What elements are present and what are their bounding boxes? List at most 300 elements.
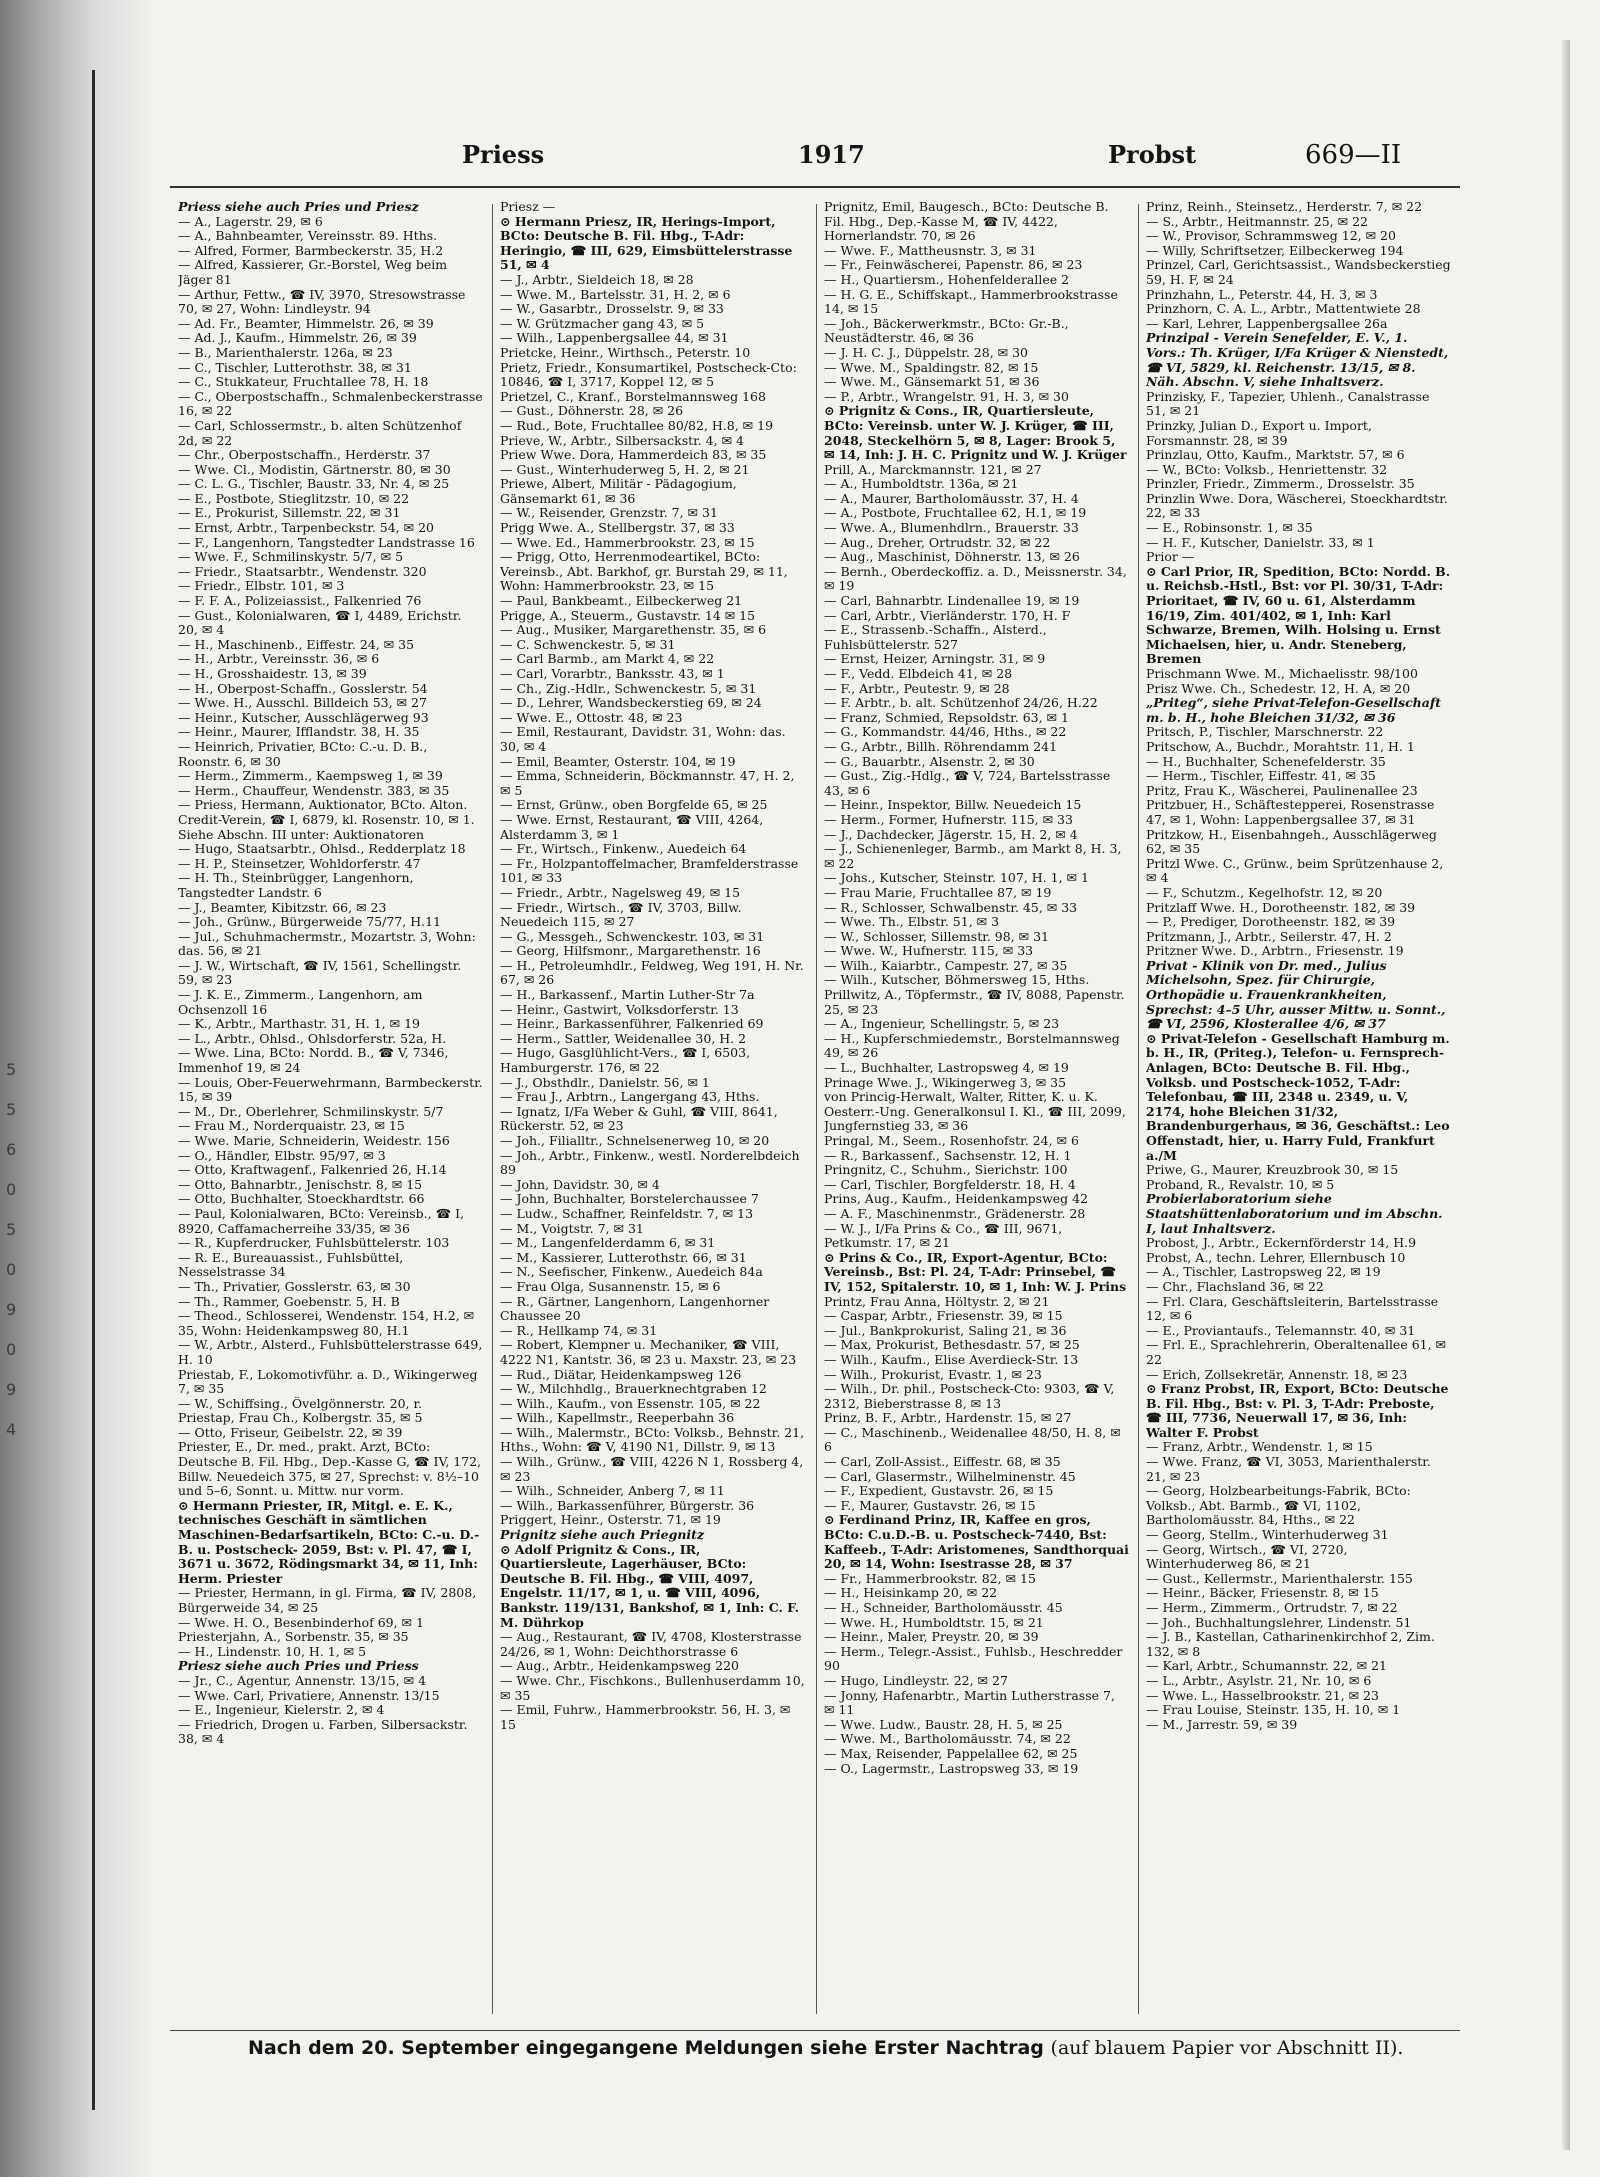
directory-entry: — Franz, Arbtr., Wendenstr. 1, ✉ 15	[1146, 1439, 1373, 1455]
directory-entry: — Jonny, Hafenarbtr., Martin Lutherstrasse 7, ✉ 11	[824, 1687, 1115, 1718]
directory-entry: — Fr., Wirtsch., Finkenw., Auedeich 64	[500, 841, 747, 857]
directory-entry: — Friedr., Elbstr. 101, ✉ 3	[178, 578, 345, 594]
directory-entry: — Ernst, Grünw., oben Borgfelde 65, ✉ 25	[500, 797, 768, 813]
directory-entry: — Heinr., Maurer, Ifflandstr. 38, H. 35	[178, 724, 420, 740]
margin-mark: 9	[6, 1300, 17, 1319]
directory-entry: — Carl, Schlossermstr., b. alten Schützenhof 2d, ✉ 22	[178, 417, 462, 448]
directory-entry: — S., Arbtr., Heitmannstr. 25, ✉ 22	[1146, 213, 1368, 229]
directory-entry: — Herm., Tischler, Eiffestr. 41, ✉ 35	[1146, 768, 1376, 784]
directory-entry: — Gust., Winterhuderweg 5, H. 2, ✉ 21	[500, 461, 750, 477]
directory-entry: — F., Schutzm., Kegelhofstr. 12, ✉ 20	[1146, 884, 1383, 900]
directory-entry: — Joh., Arbtr., Finkenw., westl. Norderelbdeich 89	[500, 1147, 800, 1178]
directory-entry: — H. Th., Steinbrügger, Langenhorn, Tangstedter Landstr. 6	[178, 870, 414, 900]
directory-entry: — Ludw., Schaffner, Reinfeldstr. 7, ✉ 13	[500, 1205, 754, 1221]
directory-entry: — Prigg, Otto, Herrenmodeartikel, BCto: Vereinsb., Abt. Barkhof, gr. Burstah 29, ✉ 11, Wohn: Hammerbrookstr. 23, ✉ 15	[500, 549, 788, 594]
directory-entry: Prinzhorn, C. A. L., Arbtr., Mattentwiete 28	[1146, 301, 1421, 317]
directory-entry: Prignitz siehe auch Priegnitz	[500, 1527, 705, 1543]
directory-entry: — H., Quartiersm., Hohenfelderallee 2	[824, 271, 1070, 287]
directory-entry: — Joh., Bäckerwerkmstr., BCto: Gr.-B., Neustädterstr. 46, ✉ 36	[824, 315, 1069, 346]
directory-entry: — Ernst, Arbtr., Tarpenbeckstr. 54, ✉ 20	[178, 520, 434, 536]
directory-entry: — Otto, Friseur, Geibelstr. 22, ✉ 39	[178, 1424, 403, 1440]
directory-entry: — C. Schwenckestr. 5, ✉ 31	[500, 636, 676, 652]
directory-entry: — W. Grützmacher gang 43, ✉ 5	[500, 315, 705, 331]
column-3	[824, 200, 1129, 2020]
directory-entry: — J. K. E., Zimmerm., Langenhorn, am Ochsenzoll 16	[178, 987, 423, 1017]
running-head	[170, 140, 1470, 184]
directory-entry: — W., Schiffsing., Övelgönnerstr. 20, r.	[178, 1395, 423, 1411]
page-number: 669—II	[1305, 140, 1402, 170]
directory-entry: — Jul., Bankprokurist, Saling 21, ✉ 36	[824, 1322, 1067, 1338]
directory-entry: „Priteg“, siehe Privat-Telefon-Gesellschaft m. b. H., hohe Bleichen 31/32, ✉ 36	[1146, 695, 1442, 725]
directory-entry: Prinzel, Carl, Gerichtsassist., Wandsbeckerstieg 59, H. F, ✉ 24	[1146, 257, 1451, 287]
directory-entry: — Frl. Clara, Geschäftsleiterin, Bartelsstrasse 12, ✉ 6	[1146, 1293, 1439, 1324]
directory-entry: — Frl. E., Sprachlehrerin, Oberaltenallee 61, ✉ 22	[1146, 1337, 1447, 1367]
directory-entry: — Heinr., Kutscher, Ausschlägerweg 93	[178, 709, 429, 725]
directory-entry: — Wilh., Kaufm., von Essenstr. 105, ✉ 22	[500, 1395, 761, 1411]
directory-entry: Pritzkow, H., Eisenbahngeh., Ausschlägerweg 62, ✉ 35	[1146, 826, 1437, 857]
directory-entry: — E., Prokurist, Sillemstr. 22, ✉ 31	[178, 505, 401, 521]
directory-entry: — Wilh., Kaufm., Elise Averdieck-Str. 13	[824, 1351, 1079, 1367]
directory-entry: — John, Davidstr. 30, ✉ 4	[500, 1176, 660, 1192]
directory-entry: — Wwe. A., Blumenhdlrn., Brauerstr. 33	[824, 520, 1079, 536]
directory-entry: Prinzlin Wwe. Dora, Wäscherei, Stoeckhardtstr. 22, ✉ 33	[1146, 490, 1448, 521]
margin-mark: 0	[6, 1340, 17, 1359]
directory-entry: — Carl Barmb., am Markt 4, ✉ 22	[500, 651, 715, 667]
directory-entry: Printz, Frau Anna, Höltystr. 2, ✉ 21	[824, 1293, 1050, 1309]
directory-entry: Pringnitz, C., Schuhm., Sierichstr. 100	[824, 1162, 1068, 1178]
directory-entry: — C., Oberpostschaffn., Schmalenbeckerstrasse 16, ✉ 22	[178, 388, 483, 419]
directory-entry: — Frau Louise, Steinstr. 135, H. 10, ✉ 1	[1146, 1702, 1401, 1718]
directory-entry: Prischmann Wwe. M., Michaelisstr. 98/100	[1146, 666, 1418, 681]
directory-entry: — Wwe. M., Bartelsstr. 31, H. 2, ✉ 6	[500, 286, 731, 302]
directory-entry: — C., Maschinenb., Weidenallee 48/50, H. 8, ✉ 6	[824, 1424, 1121, 1455]
directory-entry: — Fr., Feinwäscherei, Papenstr. 86, ✉ 23	[824, 257, 1083, 273]
directory-entry: — L., Arbtr., Asylstr. 21, Nr. 10, ✉ 6	[1146, 1672, 1372, 1688]
directory-entry: — E., Proviantaufs., Telemannstr. 40, ✉ 31	[1146, 1322, 1416, 1338]
directory-entry: — Karl, Lehrer, Lappenbergsallee 26a	[1146, 315, 1388, 331]
directory-entry: — R., Schlosser, Schwalbenstr. 45, ✉ 33	[824, 899, 1078, 915]
directory-entry: — Wwe. F., Schmilinskystr. 5/7, ✉ 5	[178, 549, 404, 565]
directory-entry: — F. F. A., Polizeiassist., Falkenried 76	[178, 593, 422, 609]
directory-entry: — Paul, Bankbeamt., Eilbeckerweg 21	[500, 593, 743, 609]
directory-entry: Priew Wwe. Dora, Hammerdeich 83, ✉ 35	[500, 447, 767, 463]
directory-entry: — C., Stukkateur, Fruchtallee 78, H. 18	[178, 374, 429, 390]
directory-entry: Prisz Wwe. Ch., Schedestr. 12, H. A, ✉ 20	[1146, 680, 1411, 696]
column-1	[178, 200, 483, 2020]
directory-entry: — G., Kommandstr. 44/46, Hths., ✉ 22	[824, 724, 1067, 740]
directory-entry: — J., Obsthdlr., Danielstr. 56, ✉ 1	[500, 1074, 710, 1090]
directory-entry: Pritschow, A., Buchdr., Morahtstr. 11, H. 1	[1146, 738, 1415, 754]
footer-notice-note: (auf blauem Papier vor Abschnitt II).	[1050, 2037, 1404, 2059]
running-head-left-word: Priess	[462, 140, 545, 169]
directory-entry: — Ignatz, I/Fa Weber & Guhl, ☎ VIII, 8641, Rückerstr. 52, ✉ 23	[500, 1103, 778, 1134]
binding-shadow	[0, 0, 150, 2177]
directory-entry: — Wwe. Carl, Privatiere, Annenstr. 13/15	[178, 1687, 440, 1703]
directory-entry: — Hugo, Staatsarbtr., Ohlsd., Redderplatz 18	[178, 841, 466, 857]
directory-entry: — H., Petroleumhdlr., Feldweg, Weg 191, H. Nr. 67, ✉ 26	[500, 957, 804, 988]
directory-entry: — Carl, Vorarbtr., Banksstr. 43, ✉ 1	[500, 666, 725, 681]
directory-entry: — Wwe. Cl., Modistin, Gärtnerstr. 80, ✉ 30	[178, 461, 451, 477]
directory-entry: — Friedr., Arbtr., Nagelsweg 49, ✉ 15	[500, 884, 741, 900]
directory-entry: — Paul, Kolonialwaren, BCto: Vereinsb., ☎ I, 8920, Caffamacherreihe 33/35, ✉ 36	[178, 1205, 465, 1236]
directory-entry: — Robert, Klempner u. Mechaniker, ☎ VIII, 4222 N1, Kantstr. 36, ✉ 23 u. Maxstr. 23, ✉ 23	[500, 1337, 797, 1367]
directory-entry: — Chr., Flachsland 36, ✉ 22	[1146, 1278, 1324, 1294]
directory-entry: ⊙ Prins & Co., IR, Export-Agentur, BCto: Vereinsb., Bst: Pl. 24, T-Adr: Prinsebel, ☎ IV, 152, Spitalerstr. 10, ✉ 1, Inh: W. J. Prins	[824, 1249, 1127, 1294]
directory-entry: — Wwe. E., Ottostr. 48, ✉ 23	[500, 709, 683, 725]
directory-entry: — F. Arbtr., b. alt. Schützenhof 24/26, H.22	[824, 695, 1098, 711]
directory-entry: — Wilh., Kutscher, Böhmersweg 15, Hths.	[824, 972, 1090, 988]
directory-entry: — M., Dr., Oberlehrer, Schmilinskystr. 5/7	[178, 1103, 444, 1119]
directory-entry: — Wwe. Chr., Fischkons., Bullenhuserdamm 10, ✉ 35	[500, 1672, 805, 1703]
directory-entry: — Herm., Telegr.-Assist., Fuhlsb., Heschredder 90	[824, 1643, 1123, 1674]
directory-entry: — Wilh., Grünw., ☎ VIII, 4226 N 1, Rossberg 4, ✉ 23	[500, 1454, 804, 1484]
directory-entry: — Jr., C., Agentur, Annenstr. 13/15, ✉ 4	[178, 1672, 427, 1688]
directory-entry: — Aug., Restaurant, ☎ IV, 4708, Klosterstrasse 24/26, ✉ 1, Wohn: Deichthorstrasse 6	[500, 1629, 802, 1659]
directory-entry: — John, Buchhalter, Borstelerchaussee 7	[500, 1191, 759, 1207]
directory-entry: — J., Dachdecker, Jägerstr. 15, H. 2, ✉ 4	[824, 826, 1078, 842]
directory-entry: — Karl, Arbtr., Schumannstr. 22, ✉ 21	[1146, 1658, 1387, 1674]
directory-entry: — Erich, Zollsekretär, Annenstr. 18, ✉ 23	[1146, 1366, 1408, 1382]
directory-entry: — J., Arbtr., Sieldeich 18, ✉ 28	[500, 271, 694, 287]
directory-entry: ⊙ Hermann Priester, IR, Mitgl. e. E. K., technisches Geschäft in sämtlichen Maschinen-Bedarfsartikeln, BCto: C.-u. D.-B. u. Postscheck- 2059, Bst: v. Pl. 47, ☎ I, 3671 u. 3672, Rödingsmarkt 34, ✉ 11, Inh: Herm. Priester	[178, 1497, 480, 1586]
directory-entry: — H., Oberpost-Schaffn., Gosslerstr. 54	[178, 680, 428, 696]
directory-entry: — R., Hellkamp 74, ✉ 31	[500, 1322, 658, 1338]
directory-entry: — Aug., Maschinist, Döhnerstr. 13, ✉ 26	[824, 549, 1080, 565]
directory-entry: Pritzl Wwe. C., Grünw., beim Sprützenhause 2, ✉ 4	[1146, 855, 1444, 886]
directory-entry: — Priess, Hermann, Auktionator, BCto. Alton. Credit-Verein, ☎ I, 6879, kl. Rosenstr. 10, ✉ 1. Siehe Abschn. III unter: Auktionatoren	[178, 797, 475, 842]
directory-entry: — E., Ingenieur, Kielerstr. 2, ✉ 4	[178, 1702, 385, 1718]
directory-entry: Priestap, Frau Ch., Kolbergstr. 35, ✉ 5	[178, 1410, 423, 1426]
directory-entry: Priesz siehe auch Pries und Priess	[178, 1658, 419, 1674]
directory-entry: — F., Arbtr., Peutestr. 9, ✉ 28	[824, 680, 1010, 696]
directory-entry: — R., Gärtner, Langenhorn, Langenhorner Chaussee 20	[500, 1293, 770, 1324]
directory-entry: — Gust., Zig.-Hdlg., ☎ V, 724, Bartelsstrasse 43, ✉ 6	[824, 768, 1111, 798]
directory-entry: — E., Robinsonstr. 1, ✉ 35	[1146, 520, 1313, 536]
directory-entry: — Wwe. Ed., Hammerbrookstr. 23, ✉ 15	[500, 534, 755, 550]
directory-entry: Priewe, Albert, Militär - Pädagogium, Gänsemarkt 61, ✉ 36	[500, 476, 737, 506]
directory-entry: — Heinr., Maler, Preystr. 20, ✉ 39	[824, 1629, 1039, 1645]
directory-entry: — Jul., Schuhmachermstr., Mozartstr. 3, Wohn: das. 56, ✉ 21	[178, 928, 476, 959]
directory-entry: — O., Lagermstr., Lastropsweg 33, ✉ 19	[824, 1760, 1079, 1776]
directory-entry: — Wilh., Dr. phil., Postscheck-Cto: 9303, ☎ V, 2312, Bieberstrasse 8, ✉ 13	[824, 1381, 1115, 1411]
directory-entry: — W., Reisender, Grenzstr. 7, ✉ 31	[500, 505, 718, 521]
directory-entry: Priester, E., Dr. med., prakt. Arzt, BCto: Deutsche B. Fil. Hbg., Dep.-Kasse G, ☎ IV, 172, Billw. Neuedeich 375, ✉ 27, Sprechst: v. 8½–10 und 5–6, Sonnt. u. Mittw. nur vorm.	[178, 1439, 482, 1499]
directory-entry: Prinzhahn, L., Peterstr. 44, H. 3, ✉ 3	[1146, 286, 1378, 302]
directory-entry: — W., Gasarbtr., Drosselstr. 9, ✉ 33	[500, 301, 724, 317]
directory-entry: — H., Heisinkamp 20, ✉ 22	[824, 1585, 998, 1601]
directory-entry: Prietz, Friedr., Konsumartikel, Postscheck-Cto: 10846, ☎ I, 3717, Koppel 12, ✉ 5	[500, 359, 797, 390]
column-divider	[1138, 204, 1139, 2014]
directory-entry: — Wilh., Barkassenführer, Bürgerstr. 36	[500, 1497, 755, 1513]
directory-entry: — F., Maurer, Gustavstr. 26, ✉ 15	[824, 1497, 1036, 1513]
directory-entry: ⊙ Prignitz & Cons., IR, Quartiersleute, BCto: Vereinsb. unter W. J. Krüger, ☎ III, 2048, Steckelhörn 5, ✉ 8, Lager: Brook 5, ✉ 14, Inh: J. H. C. Prignitz und W. J. Krüger	[824, 403, 1127, 463]
directory-entry: — A., Bahnbeamter, Vereinsstr. 89. Hths.	[178, 228, 438, 244]
directory-entry: Pritzbuer, H., Schäftesteppereі, Rosenstrasse 47, ✉ 1, Wohn: Lappenbergsallee 37, ✉ 31	[1146, 797, 1435, 827]
directory-entry: — H. F., Kutscher, Danielstr. 33, ✉ 1	[1146, 534, 1375, 550]
directory-entry: — R., Kupferdrucker, Fuhlsbüttelerstr. 103	[178, 1235, 450, 1251]
directory-entry: — Wwe. L., Hasselbrookstr. 21, ✉ 23	[1146, 1687, 1379, 1703]
directory-entry: — O., Händler, Elbstr. 95/97, ✉ 3	[178, 1147, 386, 1163]
directory-entry: — J. B., Kastellan, Catharinenkirchhof 2, Zim. 132, ✉ 8	[1146, 1629, 1435, 1659]
directory-entry: — Hugo, Lindleystr. 22, ✉ 27	[824, 1672, 1008, 1688]
directory-entry: Pritzner Wwe. D., Arbtrn., Friesenstr. 19	[1146, 943, 1404, 959]
footer-notice-text: Nach dem 20. September eingegangene Meldungen siehe Erster Nachtrag	[248, 2037, 1044, 2059]
directory-entry: ⊙ Hermann Priesz, IR, Herings-Import, BCto: Deutsche B. Fil. Hbg., T-Adr: Heringio, ☎ III, 629, Eimsbüttelerstrasse 51, ✉ 4	[500, 213, 793, 273]
directory-entry: ⊙ Ferdinand Prinz, IR, Kaffee en gros, BCto: C.u.D.-B. u. Postscheck-7440, Bst: Kaffeeb., T-Adr: Aristomenes, Sandthorquai 20, ✉ 14, Wohn: Isestrasse 28, ✉ 37	[824, 1512, 1129, 1572]
directory-entry: — Gust., Kellermstr., Marienthalerstr. 155	[1146, 1570, 1413, 1586]
directory-entry: — Georg, Wirtsch., ☎ VI, 2720, Winterhuderweg 86, ✉ 21	[1146, 1541, 1348, 1572]
directory-entry: Prietzel, C., Kranf., Borstelmannsweg 168	[500, 388, 766, 404]
directory-entry: — Friedr., Wirtsch., ☎ IV, 3703, Billw. Neuedeich 115, ✉ 27	[500, 899, 742, 930]
directory-entry: — Herm., Chauffeur, Wendenstr. 383, ✉ 35	[178, 782, 450, 798]
directory-entry: — W., Provisor, Schrammsweg 12, ✉ 20	[1146, 228, 1396, 244]
directory-entry: — Wwe. H., Ausschl. Billdeich 53, ✉ 27	[178, 695, 427, 711]
margin-mark: 0	[6, 1180, 17, 1199]
margin-mark: 5	[6, 1060, 17, 1079]
directory-entry: — Fr., Holzpantoffelmacher, Bramfelderstrasse 101, ✉ 33	[500, 855, 799, 886]
directory-entry: — E., Postbote, Stieglitzstr. 10, ✉ 22	[178, 490, 410, 506]
directory-entry: Priesz —	[500, 200, 556, 214]
directory-entry: Pritzlaff Wwe. H., Dorotheenstr. 182, ✉ 39	[1146, 899, 1416, 915]
directory-entry: — G., Arbtr., Billh. Röhrendamm 241	[824, 738, 1058, 754]
directory-entry: ⊙ Privat-Telefon - Gesellschaft Hamburg m. b. H., IR, (Priteg.), Telefon- u. Fernsprech-Anlagen, BCto: Deutsche B. Fil. Hbg., Volksb. und Postscheck-1052, T-Adr: Telefonbau, ☎ III, 2348 u. 2349, u. V, 2174, hohe Bleichen 31/32, Brandenburgerhaus, ✉ 36, Geschäftst.: Leo Offenstadt, hier, u. Harry Fuld, Frankfurt a./M	[1146, 1030, 1450, 1163]
directory-entry: — Otto, Kraftwagenf., Falkenried 26, H.14	[178, 1162, 447, 1178]
directory-entry: — C. L. G., Tischler, Baustr. 33, Nr. 4, ✉ 25	[178, 476, 450, 492]
directory-entry: — K., Arbtr., Marthastr. 31, H. 1, ✉ 19	[178, 1016, 420, 1032]
directory-entry: — Aug., Arbtr., Heidenkampsweg 220	[500, 1658, 739, 1674]
directory-entry: — F., Vedd. Elbdeich 41, ✉ 28	[824, 666, 1013, 681]
directory-entry: — H., Buchhalter, Schenefelderstr. 35	[1146, 753, 1386, 769]
directory-entry: — Friedrich, Drogen u. Farben, Silbersackstr. 38, ✉ 4	[178, 1716, 468, 1747]
directory-entry: — Fr., Hammerbrookstr. 82, ✉ 15	[824, 1570, 1036, 1586]
directory-entry: Prinage Wwe. J., Wikingerweg 3, ✉ 35	[824, 1074, 1067, 1090]
directory-entry: Prigg Wwe. A., Stellbergstr. 37, ✉ 33	[500, 520, 735, 536]
directory-entry: Pritz, Frau K., Wäscherei, Paulinenallee 23	[1146, 782, 1418, 798]
directory-entry: Proband, R., Revalstr. 10, ✉ 5	[1146, 1176, 1335, 1192]
directory-entry: — G., Bauarbtr., Alsenstr. 2, ✉ 30	[824, 753, 1035, 769]
directory-entry: Prigge, A., Steuerm., Gustavstr. 14 ✉ 15	[500, 607, 756, 623]
directory-entry: — Wilh., Kaiarbtr., Campestr. 27, ✉ 35	[824, 957, 1068, 973]
directory-entry: — Carl, Bahnarbtr. Lindenallee 19, ✉ 19	[824, 593, 1080, 609]
directory-entry: — Aug., Musiker, Margarethenstr. 35, ✉ 6	[500, 622, 767, 638]
directory-entry: — W., Arbtr., Alsterd., Fuhlsbüttelerstrasse 649, H. 10	[178, 1337, 483, 1367]
directory-entry: Prinz, B. F., Arbtr., Hardenstr. 15, ✉ 27	[824, 1410, 1072, 1426]
directory-entry: — Wwe. F., Mattheusnstr. 3, ✉ 31	[824, 242, 1037, 258]
directory-entry: — Rud., Bote, Fruchtallee 80/82, H.8, ✉ 19	[500, 417, 774, 433]
directory-entry: — Wwe. Marie, Schneiderin, Weidestr. 156	[178, 1133, 450, 1148]
directory-entry: — B., Marienthalerstr. 126a, ✉ 23	[178, 344, 393, 360]
directory-entry: — M., Jarrestr. 59, ✉ 39	[1146, 1716, 1298, 1732]
directory-entry: — H., Barkassenf., Martin Luther-Str 7a	[500, 987, 755, 1003]
directory-entry: — Georg, Holzbearbeitungs-Fabrik, BCto: Volksb., Abt. Barmb., ☎ VI, 1102, Bartholomäusstr. 84, Hths., ✉ 22	[1146, 1483, 1411, 1528]
directory-entry: — Bernh., Oberdeckoffiz. a. D., Meissnerstr. 34, ✉ 19	[824, 563, 1127, 594]
directory-entry: — H., Grosshaidestr. 13, ✉ 39	[178, 666, 367, 681]
directory-entry: Pritzmann, J., Arbtr., Seilerstr. 47, H. 2	[1146, 928, 1392, 944]
directory-entry: Prior —	[1146, 549, 1195, 565]
directory-entry: — D., Lehrer, Wandsbeckerstieg 69, ✉ 24	[500, 695, 762, 711]
directory-entry: — Frau Marie, Fruchtallee 87, ✉ 19	[824, 884, 1052, 900]
directory-entry: — P., Prediger, Dorotheenstr. 182, ✉ 39	[1146, 914, 1396, 930]
directory-entry: — J. W., Wirtschaft, ☎ IV, 1561, Schellingstr. 59, ✉ 23	[178, 957, 462, 988]
directory-entry: — Wwe. Ludw., Baustr. 28, H. 5, ✉ 25	[824, 1716, 1063, 1732]
margin-mark: 4	[6, 1420, 17, 1439]
directory-entry: — Wwe. Ernst, Restaurant, ☎ VIII, 4264, Alsterdamm 3, ✉ 1	[500, 811, 764, 842]
directory-entry: Prinzisky, F., Tapezier, Uhlenh., Canalstrasse 51, ✉ 21	[1146, 388, 1430, 419]
directory-entry: — W., Milchhdlg., Brauerknechtgraben 12	[500, 1381, 767, 1397]
directory-entry: — Wilh., Malermstr., BCto: Volksb., Behnstr. 21, Hths., Wohn: ☎ V, 4190 N1, Dillstr. 9, ✉ 13	[500, 1424, 805, 1455]
directory-entry: — Heinrich, Privatier, BCto: C.-u. D. B., Roonstr. 6, ✉ 30	[178, 738, 428, 769]
directory-entry: — Ch., Zig.-Hdlr., Schwenckestr. 5, ✉ 31	[500, 680, 757, 696]
directory-entry: — H., Maschinenb., Eiffestr. 24, ✉ 35	[178, 636, 415, 652]
directory-entry: — Wwe. H. O., Besenbinderhof 69, ✉ 1	[178, 1614, 424, 1630]
directory-entry: Prietcke, Heinr., Wirthsch., Peterstr. 10	[500, 344, 751, 360]
directory-entry: — Emil, Fuhrw., Hammerbrookstr. 56, H. 3, ✉ 15	[500, 1702, 791, 1732]
directory-entry: Priestab, F., Lokomotivführ. a. D., Wikingerweg 7, ✉ 35	[178, 1366, 478, 1397]
directory-entry: — J. H. C. J., Düppelstr. 28, ✉ 30	[824, 344, 1028, 360]
directory-entry: von Princig-Herwalt, Walter, Ritter, K. u. K. Oesterr.-Ung. Generalkonsul I. Kl., ☎ III, 2099, Jungfernstieg 33, ✉ 36	[824, 1089, 1126, 1134]
directory-entry: — Carl, Glasermstr., Wilhelminenstr. 45	[824, 1468, 1076, 1484]
margin-mark: 0	[6, 1260, 17, 1279]
directory-entry: Prieve, W., Arbtr., Silbersackstr. 4, ✉ 4	[500, 432, 744, 448]
directory-entry: — Alfred, Former, Barmbeckerstr. 35, H.2	[178, 242, 444, 258]
column-4	[1146, 200, 1451, 2020]
directory-entry: Prill, A., Marckmannstr. 121, ✉ 27	[824, 461, 1042, 477]
directory-entry: — Willy, Schriftsetzer, Eilbeckerweg 194	[1146, 242, 1404, 258]
directory-entry: — M., Langenfelderdamm 6, ✉ 31	[500, 1235, 716, 1251]
directory-entry: — H. P., Steinsetzer, Wohldorferstr. 47	[178, 855, 421, 871]
directory-entry: — Ad. J., Kaufm., Himmelstr. 26, ✉ 39	[178, 330, 417, 346]
directory-entry: — Emil, Beamter, Osterstr. 104, ✉ 19	[500, 753, 736, 769]
directory-entry: — R., Barkassenf., Sachsenstr. 12, H. 1	[824, 1147, 1072, 1163]
directory-entry: — Arthur, Fettw., ☎ IV, 3970, Stresowstrasse 70, ✉ 27, Wohn: Lindleystr. 94	[178, 286, 466, 317]
directory-entry: — E., Strassenb.-Schaffn., Alsterd., Fuhlsbüttelerstr. 527	[824, 622, 1047, 652]
directory-entry: — Wilh., Prokurist, Evastr. 1, ✉ 23	[824, 1366, 1042, 1382]
directory-entry: — R. E., Bureauassist., Fuhlsbüttel, Nesselstrasse 34	[178, 1249, 404, 1280]
directory-entry: — L., Buchhalter, Lastropsweg 4, ✉ 19	[824, 1060, 1069, 1076]
margin-mark: 5	[6, 1100, 17, 1119]
directory-entry: — Joh., Grünw., Bürgerweide 75/77, H.11	[178, 914, 441, 930]
directory-entry: ⊙ Adolf Prignitz & Cons., IR, Quartiersleute, Lagerhäuser, BCto: Deutsche B. Fil. Hbg., ☎ VIII, 4097, Engelstr. 11/17, ✉ 1, u. ☎ VIII, 4096, Bankstr. 119/131, Bankshof, ✉ 1, Inh: C. F. M. Dührkop	[500, 1541, 800, 1630]
directory-entry: — Alfred, Kassierer, Gr.-Borstel, Weg beim Jäger 81	[178, 257, 448, 287]
directory-entry: — Chr., Oberpostschaffn., Herderstr. 37	[178, 447, 431, 463]
directory-entry: Priesterjahn, A., Sorbenstr. 35, ✉ 35	[178, 1629, 409, 1645]
directory-entry: — H., Arbtr., Vereinsstr. 36, ✉ 6	[178, 651, 380, 667]
directory-entry: — Carl, Tischler, Borgfelderstr. 18, H. 4	[824, 1176, 1076, 1192]
directory-entry: — Theod., Schlosserei, Wendenstr. 154, H.2, ✉ 35, Wohn: Heidenkampsweg 80, H.1	[178, 1308, 475, 1338]
directory-entry: — Joh., Buchhaltungslehrer, Lindenstr. 51	[1146, 1614, 1412, 1630]
directory-entry: — Rud., Diätar, Heidenkampsweg 126	[500, 1366, 742, 1382]
column-divider	[816, 204, 817, 2014]
directory-entry: — A., Lagerstr. 29, ✉ 6	[178, 213, 323, 229]
directory-entry: Prillwitz, A., Töpfermstr., ☎ IV, 8088, Papenstr. 25, ✉ 23	[824, 987, 1125, 1017]
directory-entry: — Wilh., Schneider, Anberg 7, ✉ 11	[500, 1483, 725, 1499]
margin-mark: 6	[6, 1140, 17, 1159]
directory-entry: — Joh., Filialltr., Schnelsenerweg 10, ✉ 20	[500, 1133, 770, 1148]
directory-entry: — A., Ingenieur, Schellingstr. 5, ✉ 23	[824, 1016, 1060, 1032]
page-edge	[1562, 40, 1570, 2150]
running-head-right-word: Probst	[1108, 140, 1197, 169]
directory-entry: — Wwe. Lina, BCto: Nordd. B., ☎ V, 7346, Immenhof 19, ✉ 24	[178, 1045, 449, 1076]
directory-entry: — A. F., Maschinenmstr., Grädenerstr. 28	[824, 1205, 1086, 1221]
directory-entry: — Th., Rammer, Goebenstr. 5, H. B	[178, 1293, 400, 1309]
directory-entry: — W., BCto: Volksb., Henriettenstr. 32	[1146, 461, 1388, 477]
directory-entry: — A., Postbote, Fruchtallee 62, H.1, ✉ 19	[824, 505, 1087, 521]
directory-entry: — Frau M., Norderquaistr. 23, ✉ 15	[178, 1118, 405, 1134]
directory-entry: — A., Humboldtstr. 136a, ✉ 21	[824, 476, 1019, 492]
directory-entry: ⊙ Carl Prior, IR, Spedition, BCto: Nordd. B. u. Reichsb.-Hstl., Bst: vor Pl. 30/31, T-Adr: Prioritaet, ☎ IV, 60 u. 61, Alsterdamm 16/19, Zim. 401/402, ✉ 1, Inh: Karl Schwarze, Bremen, Wilh. Holsing u. Ernst Michaelsen, hier, u. Andr. Steneberg, Bremen	[1146, 563, 1451, 667]
directory-entry: — Emma, Schneiderin, Böckmannstr. 47, H. 2, ✉ 5	[500, 768, 795, 798]
directory-entry: — Max, Reisender, Pappelallee 62, ✉ 25	[824, 1745, 1078, 1761]
directory-entry: — Johs., Kutscher, Steinstr. 107, H. 1, ✉ 1	[824, 870, 1089, 886]
directory-entry: — L., Arbtr., Ohlsd., Ohlsdorferstr. 52a, H.	[178, 1030, 447, 1046]
directory-columns	[178, 200, 1458, 2020]
directory-entry: — Gust., Döhnerstr. 28, ✉ 26	[500, 403, 684, 419]
margin-marks	[6, 1050, 18, 1450]
directory-entry: — F., Expedient, Gustavstr. 26, ✉ 15	[824, 1483, 1054, 1499]
directory-entry: — A., Maurer, Bartholomäusstr. 37, H. 4	[824, 490, 1079, 506]
directory-entry: — H., Schneider, Bartholomäusstr. 45	[824, 1600, 1063, 1615]
directory-entry: — Wilh., Kapellmstr., Reeperbahn 36	[500, 1410, 735, 1426]
directory-entry: Pritsch, P., Tischler, Marschnerstr. 22	[1146, 724, 1384, 740]
binding-rule	[92, 70, 95, 2110]
directory-entry: — Herm., Sattler, Weidenallee 30, H. 2	[500, 1030, 747, 1046]
directory-entry: — Heinr., Barkassenführer, Falkenried 69	[500, 1016, 764, 1032]
directory-entry: — Caspar, Arbtr., Friesenstr. 39, ✉ 15	[824, 1308, 1063, 1324]
directory-entry: Priess siehe auch Pries und Priesz	[178, 200, 419, 214]
directory-entry: — Carl, Arbtr., Vierländerstr. 170, H. F	[824, 607, 1071, 623]
column-2	[500, 200, 805, 2020]
directory-entry: — Wwe. W., Hufnerstr. 115, ✉ 33	[824, 943, 1034, 959]
directory-entry: — H. G. E., Schiffskapt., Hammerbrookstrasse 14, ✉ 15	[824, 286, 1118, 317]
directory-entry: — Max, Prokurist, Bethesdastr. 57, ✉ 25	[824, 1337, 1080, 1353]
running-head-year: 1917	[798, 140, 865, 169]
directory-entry: — Wwe. Franz, ☎ VI, 3053, Marienthalerstr. 21, ✉ 23	[1146, 1454, 1431, 1484]
directory-entry: — Georg, Stellm., Winterhuderweg 31	[1146, 1527, 1389, 1543]
directory-entry: — Wwe. M., Gänsemarkt 51, ✉ 36	[824, 374, 1040, 390]
margin-mark: 5	[6, 1220, 17, 1239]
directory-entry: — Gust., Kolonialwaren, ☎ I, 4489, Erichstr. 20, ✉ 4	[178, 607, 462, 638]
directory-entry: — Herm., Zimmerm., Ortrudstr. 7, ✉ 22	[1146, 1600, 1398, 1615]
directory-entry: — Otto, Buchhalter, Stoeckhardtstr. 66	[178, 1191, 425, 1207]
footer-notice	[248, 2037, 1468, 2067]
directory-entry: Pringal, M., Seem., Rosenhofstr. 24, ✉ 6	[824, 1133, 1079, 1148]
directory-entry: — Herm., Zimmerm., Kaempsweg 1, ✉ 39	[178, 768, 443, 784]
directory-entry: Prinzky, Julian D., Export u. Import, Forsmannstr. 28, ✉ 39	[1146, 417, 1372, 448]
directory-entry: — Louis, Ober-Feuerwehrmann, Barmbeckerstr. 15, ✉ 39	[178, 1074, 483, 1105]
directory-entry: — Otto, Bahnarbtr., Jenischstr. 8, ✉ 15	[178, 1176, 423, 1192]
directory-entry: — J., Beamter, Kibitzstr. 66, ✉ 23	[178, 899, 387, 915]
directory-entry: — Ad. Fr., Beamter, Himmelstr. 26, ✉ 39	[178, 315, 434, 331]
directory-entry: Probost, J., Arbtr., Eckernförderstr 14, H.9	[1146, 1235, 1417, 1251]
directory-entry: — Frau Olga, Susannenstr. 15, ✉ 6	[500, 1278, 721, 1294]
directory-entry: — J., Schienenleger, Barmb., am Markt 8, H. 3, ✉ 22	[824, 841, 1122, 871]
footer-rule	[170, 2030, 1460, 2031]
column-divider	[492, 204, 493, 2014]
directory-entry: — Emil, Restaurant, Davidstr. 31, Wohn: das. 30, ✉ 4	[500, 724, 786, 754]
directory-entry: — Wwe. H., Humboldtstr. 15, ✉ 21	[824, 1614, 1044, 1630]
directory-entry: — Wwe. M., Spaldingstr. 82, ✉ 15	[824, 359, 1039, 375]
directory-entry: — Heinr., Bäcker, Friesenstr. 8, ✉ 15	[1146, 1585, 1379, 1601]
directory-entry: — W., Schlosser, Sillemstr. 98, ✉ 31	[824, 928, 1049, 944]
directory-entry: — Priester, Hermann, in gl. Firma, ☎ IV, 2808, Bürgerweide 34, ✉ 25	[178, 1585, 477, 1615]
directory-entry: — Frau J., Arbtrn., Langergang 43, Hths.	[500, 1089, 760, 1105]
directory-entry: — A., Tischler, Lastropsweg 22, ✉ 19	[1146, 1264, 1381, 1280]
directory-entry: — W. J., I/Fa Prins & Co., ☎ III, 9671, Petkumstr. 17, ✉ 21	[824, 1220, 1063, 1251]
directory-entry: Prinzlau, Otto, Kaufm., Marktstr. 57, ✉ 6	[1146, 447, 1405, 463]
directory-entry: — Th., Privatier, Gosslerstr. 63, ✉ 30	[178, 1278, 411, 1294]
directory-entry: — C., Tischler, Lutterothstr. 38, ✉ 31	[178, 359, 412, 375]
directory-entry: — M., Kassierer, Lutterothstr. 66, ✉ 31	[500, 1249, 747, 1265]
